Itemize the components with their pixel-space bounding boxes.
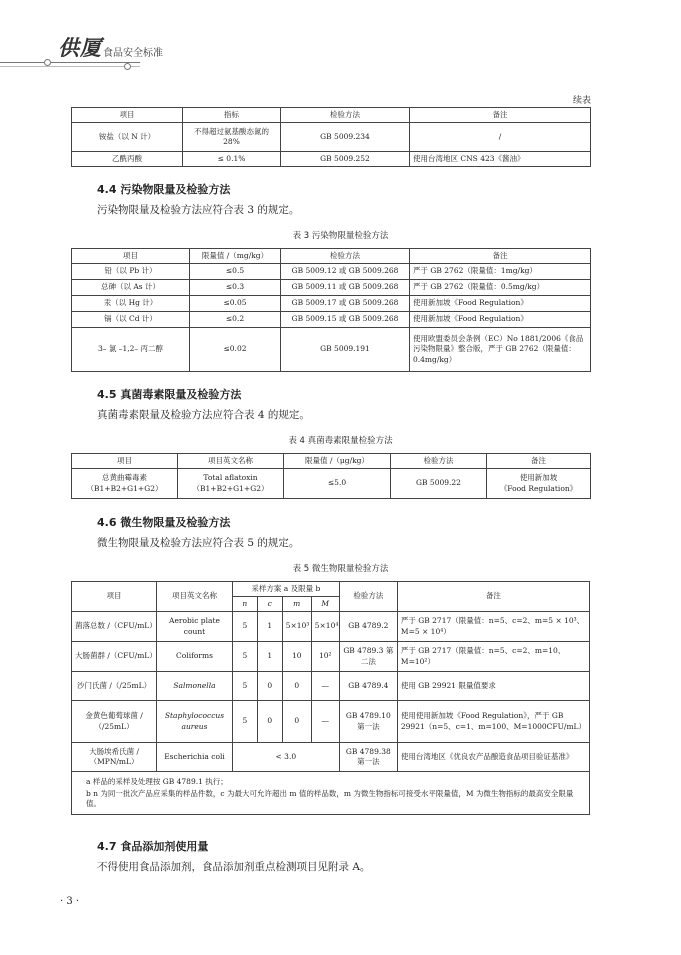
table-cell: 大肠菌群 /（CFU/mL）: [72, 642, 157, 672]
cell-text: 总黄曲霉毒素: [102, 473, 147, 483]
table-cell: [178, 469, 284, 499]
cell-text: 《Food Regulation》: [499, 483, 578, 493]
table-cell: —: [311, 701, 339, 743]
table-cell: GB 5009.11 或 GB 5009.268: [281, 280, 410, 296]
table-cell: [487, 469, 591, 499]
cell-text: Total aflatoxin: [203, 473, 258, 483]
table-cell: 严于 GB 2762（限量值：0.5mg/kg）: [410, 280, 591, 296]
table-cell: 乙酰丙酸: [72, 152, 183, 167]
table-cell: GB 5009.17 或 GB 5009.268: [281, 296, 410, 312]
table-cell: GB 4789.2: [339, 612, 397, 642]
col-header: 备注: [410, 108, 591, 123]
table-cell: ≤0.2: [190, 312, 281, 328]
table-cell: GB 4789.4: [339, 672, 397, 701]
col-header: 项目: [72, 454, 178, 469]
table-cell: GB 4789.38 第一法: [339, 743, 397, 772]
table-cell: [72, 469, 178, 499]
table-cell: Aerobic plate count: [157, 612, 233, 642]
table-cell: 菌落总数 /（CFU/mL）: [72, 612, 157, 642]
table-cell: GB 4789.10 第一法: [339, 701, 397, 743]
table-cell: 铵盐（以 N 计）: [72, 123, 183, 152]
table-3: [71, 248, 591, 372]
paragraph: 真菌毒素限量及检验方法应符合表 4 的规定。: [97, 409, 310, 421]
table-cell: Escherichia coli: [157, 743, 233, 772]
col-header: 备注: [410, 249, 591, 264]
col-header: 检验方法: [339, 582, 397, 612]
table-cell: 使用 GB 29921 限量值要求: [397, 672, 589, 701]
table-cell: 10²: [311, 642, 339, 672]
table-cell: 使用使用新加坡《Food Regulation》，严于 GB 29921（n=5、c=1、m=100、M=1000CFU/mL）: [397, 701, 589, 743]
col-header: 备注: [487, 454, 591, 469]
table-5: [71, 581, 590, 815]
paragraph: 不得使用食品添加剂，食品添加剂重点检测项目见附录 A。: [97, 861, 371, 873]
table-cell: 沙门氏菌 /（/25mL）: [72, 672, 157, 701]
table-row: [72, 612, 590, 642]
table-cell: ≤0.5: [190, 264, 281, 280]
page-number: · 3 ·: [60, 896, 80, 907]
col-header: 采样方案 a 及限量 b: [232, 582, 339, 597]
table-cell: 5: [232, 642, 257, 672]
table-cell: 严于 GB 2762（限量值：1mg/kg）: [410, 264, 591, 280]
col-header: m: [282, 597, 311, 612]
table-cell: Staphylococcus aureus: [157, 701, 233, 743]
table-cell: 金黄色葡萄球菌 /（/25mL）: [72, 701, 157, 743]
table-cell: ≤0.02: [190, 328, 281, 372]
col-header: n: [232, 597, 257, 612]
table-cell: 0: [257, 672, 282, 701]
col-header: M: [311, 597, 339, 612]
section-heading: 4.4 污染物限量及检验方法: [97, 183, 231, 196]
header-rule-thin: [0, 66, 140, 67]
table-cell: 3– 氯 –1,2– 丙二醇: [72, 328, 190, 372]
table-cell: 5: [232, 612, 257, 642]
table-row: [72, 672, 590, 701]
table-cell: Salmonella: [157, 672, 233, 701]
table-cell: 0: [282, 701, 311, 743]
table-cell: 0: [282, 672, 311, 701]
table-cell: < 3.0: [232, 743, 339, 772]
section-heading: 4.7 食品添加剂使用量: [97, 840, 209, 853]
table-row: [72, 123, 591, 152]
table-row: [72, 296, 591, 312]
header-ornament-icon: [44, 59, 51, 66]
table-cell: 大肠埃希氏菌 /（MPN/mL）: [72, 743, 157, 772]
table-cell: 使用新加坡《Food Regulation》: [410, 312, 591, 328]
table-cell: 镉（以 Cd 计）: [72, 312, 190, 328]
table-cell: GB 5009.12 或 GB 5009.268: [281, 264, 410, 280]
header-rule: [0, 62, 140, 63]
table-cell: /: [410, 123, 591, 152]
col-header: 项目英文名称: [178, 454, 284, 469]
cell-text: （B1+B2+G1+G2）: [192, 483, 269, 493]
table-cell: ≤5.0: [284, 469, 391, 499]
table-cell: 5: [232, 672, 257, 701]
table-cell: 汞（以 Hg 计）: [72, 296, 190, 312]
table-cell: GB 4789.3 第二法: [339, 642, 397, 672]
table-cell: 总砷（以 As 计）: [72, 280, 190, 296]
brand-logo: 供厦: [58, 35, 102, 60]
header-ornament-icon: [124, 63, 131, 70]
table-cell: Coliforms: [157, 642, 233, 672]
table-cell: 不得超过氨基酸态氮的 28%: [183, 123, 281, 152]
table-4: [71, 453, 591, 499]
col-header: 备注: [397, 582, 589, 612]
table-cell: 使用新加坡《Food Regulation》: [410, 296, 591, 312]
table-cell: 10: [282, 642, 311, 672]
section-heading: 4.6 微生物限量及检验方法: [97, 516, 231, 529]
table-row: [72, 469, 591, 499]
table-caption: 表 4 真菌毒素限量检验方法: [288, 436, 393, 446]
table-cell: ≤ 0.1%: [183, 152, 281, 167]
table-row: [72, 312, 591, 328]
table-cell: —: [311, 672, 339, 701]
col-header: 项目英文名称: [157, 582, 233, 612]
table-row: [72, 642, 590, 672]
table-cell: 5: [232, 701, 257, 743]
table-cell: 使用欧盟委员会条例（EC）No 1881/2006《食品污染物限量》整合版，严于 GB 2762（限量值：0.4mg/kg）: [410, 328, 591, 372]
table-row: [72, 264, 591, 280]
table-notes: [72, 772, 590, 815]
section-heading: 4.5 真菌毒素限量及检验方法: [97, 388, 242, 401]
table-cell: ≤0.3: [190, 280, 281, 296]
col-header: 检验方法: [281, 249, 410, 264]
table-cell: 严于 GB 2717（限量值：n=5、c=2、m=10、M=10²）: [397, 642, 589, 672]
table-cell: 严于 GB 2717（限量值：n=5、c=2、m=5 × 10³、M=5 × 10⁴）: [397, 612, 589, 642]
table-footnote-cell: [72, 772, 590, 815]
table-cell: GB 5009.191: [281, 328, 410, 372]
table-cell: 5×10³: [282, 612, 311, 642]
table-cell: 铅（以 Pb 计）: [72, 264, 190, 280]
table-cell: 0: [257, 701, 282, 743]
table-row: [72, 152, 591, 167]
col-header: 项目: [72, 108, 183, 123]
footnote: a 样品的采样及处理按 GB 4789.1 执行；: [86, 777, 228, 786]
col-header: 指标: [183, 108, 281, 123]
paragraph: 微生物限量及检验方法应符合表 5 的规定。: [97, 537, 300, 549]
cell-text: （B1+B2+G1+G2）: [86, 483, 163, 493]
footnote: b n 为同一批次产品应采集的样品件数，c 为最大可允许超出 m 值的样品数，m 为微生物指标可接受水平限量值，M 为微生物指标的最高安全限量值。: [86, 789, 574, 809]
col-header: c: [257, 597, 282, 612]
table-caption: 表 5 微生物限量检验方法: [292, 564, 389, 574]
table-cell: GB 5009.22: [391, 469, 487, 499]
continued-label: 续表: [572, 96, 591, 106]
col-header: 项目: [72, 582, 157, 612]
paragraph: 污染物限量及检验方法应符合表 3 的规定。: [97, 204, 300, 216]
table-caption: 表 3 污染物限量检验方法: [292, 231, 389, 241]
table-cell: GB 5009.234: [281, 123, 410, 152]
table-cell: ≤0.05: [190, 296, 281, 312]
table-row: [72, 328, 591, 372]
header-subtitle: 食品安全标准: [103, 48, 163, 59]
table-cell: GB 5009.252: [281, 152, 410, 167]
col-header: 限量值 /（μg/kg）: [284, 454, 391, 469]
table-cell: GB 5009.15 或 GB 5009.268: [281, 312, 410, 328]
table-cell: 使用台湾地区 CNS 423《酱油》: [410, 152, 591, 167]
col-header: 检验方法: [391, 454, 487, 469]
col-header: 项目: [72, 249, 190, 264]
table-continued: [71, 107, 591, 167]
table-row: [72, 743, 590, 772]
table-cell: 使用台湾地区《优良农产品酿造食品项目验证基准》: [397, 743, 589, 772]
cell-text: 使用新加坡: [519, 473, 558, 483]
table-cell: 5×10⁴: [311, 612, 339, 642]
table-row: [72, 280, 591, 296]
table-cell: 1: [257, 642, 282, 672]
table-row: [72, 701, 590, 743]
col-header: 限量值 /（mg/kg）: [190, 249, 281, 264]
col-header: 检验方法: [281, 108, 410, 123]
table-cell: 1: [257, 612, 282, 642]
